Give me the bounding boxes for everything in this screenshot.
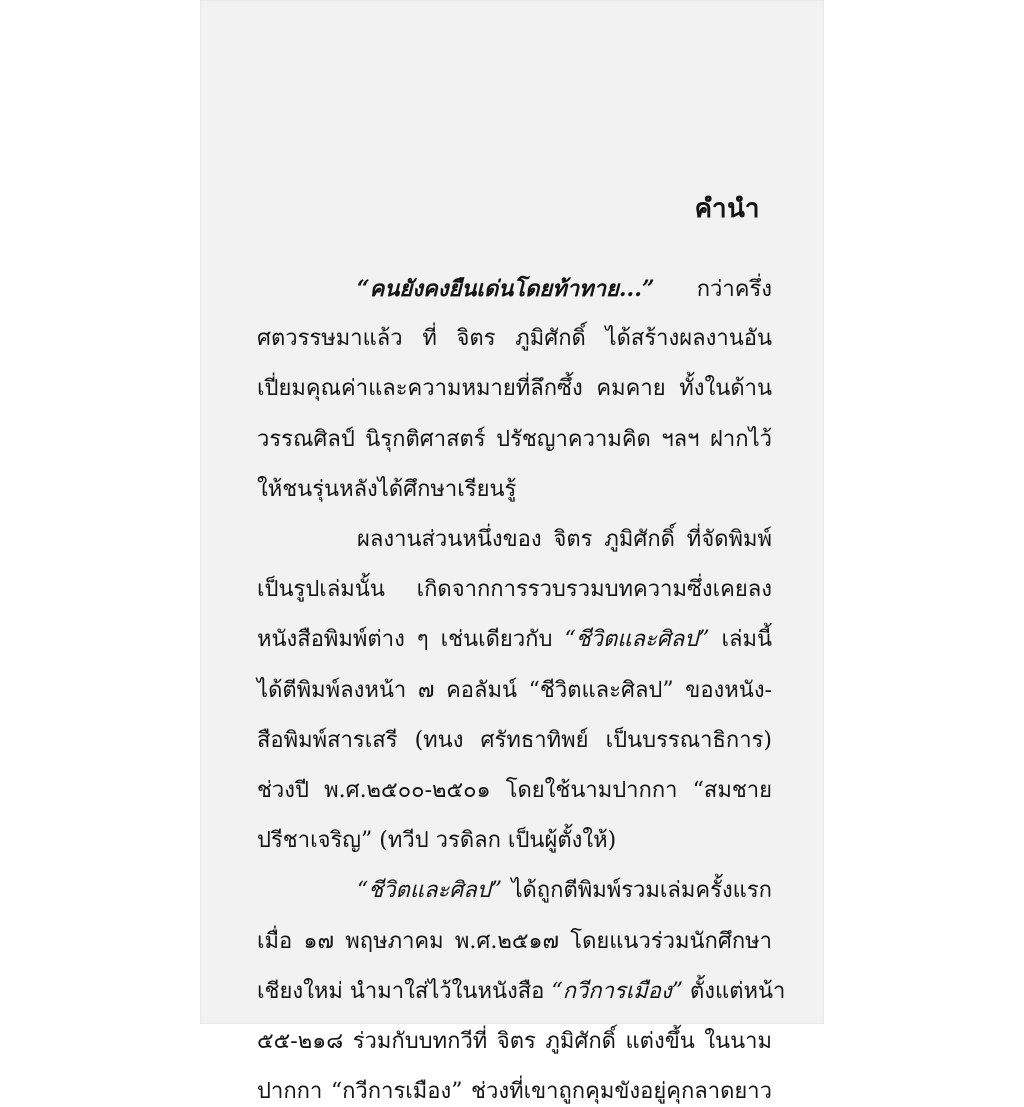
text-segment: ช่วงปี พ.ศ.๒๕๐๐-๒๕๐๑ โดยใช้นามปากกา “สมชาย — [257, 778, 772, 803]
text-segment: ตั้งแต่หน้า — [683, 979, 786, 1004]
text-segment: วรรณศิลป์ นิรุกติศาสตร์ ปรัชญาความคิด ฯลฯ ฝากไว้ — [257, 427, 772, 452]
text-line — [257, 977, 786, 1007]
text-segment: เชียงใหม่ นำมาใส่ไว้ในหนังสือ — [257, 979, 552, 1004]
text-line — [257, 625, 772, 655]
text-segment: เมื่อ ๑๗ พฤษภาคม พ.ศ.๒๕๑๗ โดยแนวร่วมนักศึกษา — [257, 929, 772, 954]
text-line — [257, 374, 772, 404]
text-line — [257, 826, 772, 856]
text-line — [357, 876, 772, 906]
text-segment: ปรีชาเจริญ” (ทวีป วรดิลก เป็นผู้ตั้งให้) — [257, 828, 617, 853]
text-line — [257, 726, 772, 756]
text-line — [357, 525, 772, 555]
text-segment: ศตวรรษมาแล้ว ที่ จิตร ภูมิศักดิ์ ได้สร้างผลงานอัน — [257, 326, 772, 351]
text-line — [257, 324, 772, 354]
text-segment: หนังสือพิมพ์ต่าง ๆ เช่นเดียวกับ — [257, 627, 565, 652]
book-page — [200, 0, 824, 1104]
emphasized-text: “คนยังคงยืนเด่นโดยท้าทาย...” — [357, 276, 655, 302]
text-segment: ได้ตีพิมพ์ลงหน้า ๗ คอลัมน์ “ชีวิตและศิลป” ของหนัง- — [257, 678, 772, 703]
text-segment: ให้ชนรุ่นหลังได้ศึกษาเรียนรู้ — [257, 477, 517, 502]
text-line — [257, 425, 772, 455]
text-line — [257, 1077, 772, 1107]
text-line — [257, 475, 772, 505]
text-segment: เป็นรูปเล่มนั้น เกิดจากการรวบรวมบทความซึ่งเคยลง — [257, 577, 772, 602]
text-segment: ผลงานส่วนหนึ่งของ จิตร ภูมิศักดิ์ ที่จัดพิมพ์ — [357, 527, 772, 552]
text-segment: กว่าครึ่ง — [654, 277, 772, 302]
text-line — [257, 1027, 772, 1057]
text-segment: ๕๕-๒๑๘ ร่วมกับบทกวีที่ จิตร ภูมิศักดิ์ แต่งขึ้น ในนาม — [257, 1029, 772, 1054]
text-segment: ปากกา “กวีการเมือง” ช่วงที่เขาถูกคุมขังอยู่คุกลาดยาว — [257, 1079, 772, 1104]
emphasized-text: “กวีการเมือง” — [551, 979, 683, 1004]
text-segment: สือพิมพ์สารเสรี (ทนง ศรัทธาทิพย์ เป็นบรรณาธิการ) — [257, 728, 772, 753]
text-line — [357, 274, 772, 305]
emphasized-text: “ชีวิตและศิลป” — [357, 878, 502, 903]
text-line — [257, 575, 772, 605]
page-heading: คำนำ — [694, 194, 760, 224]
text-segment: เล่มนี้ — [709, 627, 772, 652]
text-line — [257, 776, 772, 806]
text-segment: เปี่ยมคุณค่าและความหมายที่ลึกซึ้ง คมคาย ทั้งในด้าน — [257, 376, 772, 401]
text-segment: ได้ถูกตีพิมพ์รวมเล่มครั้งแรก — [501, 878, 772, 903]
text-line — [257, 927, 772, 957]
text-line — [257, 676, 772, 706]
emphasized-text: “ชีวิตและศิลป” — [564, 627, 710, 652]
